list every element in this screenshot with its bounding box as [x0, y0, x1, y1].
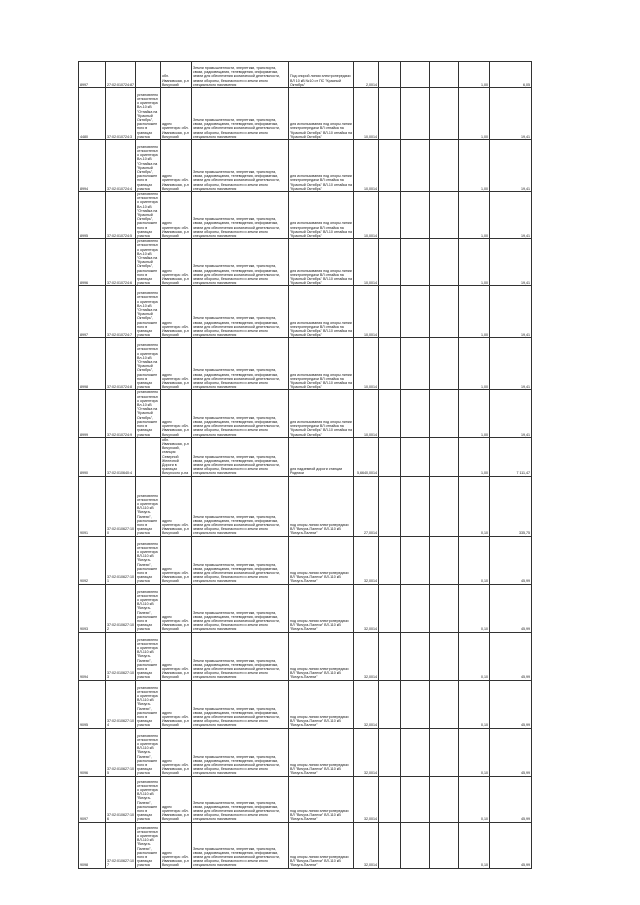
cell-cad: 37:02:010724:8 [106, 338, 136, 390]
cell-rate: 0,10 [459, 776, 490, 822]
cell-use: Земли промышленности, энергетики, транспорта, связи, радиовещания, телевидения, информатики, земли для обеспечения космической деятельности, земли обороны, безопасности и земли иного специального назначения [192, 62, 289, 88]
cell-empty [430, 62, 459, 88]
cell-sum: 45,99 [490, 584, 532, 632]
cell-v2 [401, 140, 430, 192]
cell-addr: адрес ориентира: обл. Ивановская, р-н Вичугский [161, 776, 192, 822]
cell-empty [430, 338, 459, 390]
cell-area: 32,0014 [354, 680, 379, 728]
cell-sum: 19,41 [490, 338, 532, 390]
cell-use: Земли промышленности, энергетики, транспорта, связи, радиовещания, телевидения, информатики, земли для обеспечения космической деятельности, земли обороны, безопасности и земли иного специального назначения [192, 286, 289, 338]
cell-rate: 0,10 [459, 536, 490, 584]
cell-v2 [401, 632, 430, 680]
cell-purpose: для использования под опоры линии электропередачи ВЛ отпайка на "Красный Октябрь" ВЛ-10 отпайка на "Красный Октябрь" [289, 140, 354, 192]
cell-sum: 19,41 [490, 390, 532, 437]
cell-v2 [401, 338, 430, 390]
cell-cad: 37:02:010724:9 [106, 390, 136, 437]
cell-v1 [379, 680, 401, 728]
cell-use: Земли промышленности, энергетики, транспорта, связи, радиовещания, телевидения, информатики, земли для обеспечения космической деятельности, земли обороны, безопасности и земли иного специального назначения [192, 680, 289, 728]
cell-v1 [379, 62, 401, 88]
table-row [79, 728, 532, 776]
cell-empty [430, 88, 459, 140]
table-row [79, 776, 532, 822]
cell-addr: адрес ориентира: обл. Ивановская, р-н Вичугский [161, 680, 192, 728]
cell-empty [430, 776, 459, 822]
cell-purpose: Под опорой линии электропередачи ВЛ 10 кВ №10 от ПС "Красный Октябрь" [289, 62, 354, 88]
cell-rate: 1,00 [459, 239, 490, 286]
cell-empty [430, 239, 459, 286]
cell-addr: адрес ориентира: обл. Ивановская, р-н Вичугский [161, 390, 192, 437]
cell-loc: установлено относительно ориентира ВЛ-110 кВ "Вичуга-Палехи", расположенного в границах участка [136, 680, 161, 728]
cell-loc: установлено относительно ориентира Вл-10 кВ "Отпайка на "Красный Октябрь", расположенного в границах участка [136, 390, 161, 437]
cell-v2 [401, 390, 430, 437]
cell-purpose: под опоры линии электропередачи ВЛ "Вичуга-Палехи" ВЛ-110 кВ "Вичуга-Палехи" [289, 584, 354, 632]
cell-loc: установлено относительно ориентира Вл-10 кВ "Отпайка на "Красный Октябрь", расположенного в границах участка [136, 192, 161, 239]
cell-rate: 1,00 [459, 338, 490, 390]
cell-rate: 0,10 [459, 584, 490, 632]
cell-purpose: для надземной дороги станции Родники [289, 437, 354, 476]
cell-v2 [401, 536, 430, 584]
cell-cad: 37:02:010724:5 [106, 192, 136, 239]
cell-id: 9094 [79, 632, 106, 680]
table-body [79, 62, 532, 869]
cell-cad: 37:02:010724:4 [106, 140, 136, 192]
cell-id: 9095 [79, 680, 106, 728]
cell-v2 [401, 476, 430, 536]
table-row [79, 584, 532, 632]
cell-cad: 37:02:010627:100 [106, 476, 136, 536]
cell-id: 9096 [79, 728, 106, 776]
cell-id: 9097 [79, 776, 106, 822]
cell-addr: адрес ориентира: обл. Ивановская, р-н Вичугский [161, 632, 192, 680]
cell-sum: 6,05 [490, 62, 532, 88]
cell-area: 10,0014 [354, 390, 379, 437]
cell-cad: 37:02:010724:6 [106, 239, 136, 286]
cell-loc: установлено относительно ориентира ВЛ-110 кВ "Вичуга-Палехи", расположенного в границах участка [136, 728, 161, 776]
cell-v2 [401, 680, 430, 728]
cell-v1 [379, 476, 401, 536]
cell-v2 [401, 728, 430, 776]
cell-use: Земли промышленности, энергетики, транспорта, связи, радиовещания, телевидения, информатики, земли для обеспечения космической деятельности, земли обороны, безопасности и земли иного специального назначения [192, 476, 289, 536]
cell-empty [430, 476, 459, 536]
cell-cad: 37:02:010627:103 [106, 632, 136, 680]
cell-id: 9098 [79, 822, 106, 868]
cell-loc: установлено относительно ориентира Вл-10 кВ "Отпайка на "Красный Октябрь", расположенного в границах участка [136, 140, 161, 192]
cell-area: 32,0014 [354, 728, 379, 776]
cell-purpose: для использования под опоры линии электропередачи ВЛ отпайка на "Красный Октябрь" ВЛ-10 отпайка на "Красный Октябрь" [289, 239, 354, 286]
cell-cad: 37:02:010627:105 [106, 728, 136, 776]
cell-cad: 37:02:010640:4 [106, 437, 136, 476]
cell-purpose: под опоры линии электропередачи ВЛ "Вичуга-Палехи" ВЛ-110 кВ "Вичуга-Палехи" [289, 680, 354, 728]
cell-use: Земли промышленности, энергетики, транспорта, связи, радиовещания, телевидения, информатики, земли для обеспечения космической деятельности, земли обороны, безопасности и земли иного специального назначения [192, 584, 289, 632]
cell-v2 [401, 88, 430, 140]
cell-purpose: под опоры линии электропередачи ВЛ "Вичуга-Палехи" ВЛ-110 кВ "Вичуга-Палехи" [289, 476, 354, 536]
cell-v1 [379, 192, 401, 239]
cell-loc: установлено относительно ориентира Вл-10 кВ "Отпайка на "Красный Октябрь", расположенного в границах участка [136, 239, 161, 286]
cell-sum: 45,99 [490, 728, 532, 776]
cell-use: Земли промышленности, энергетики, транспорта, связи, радиовещания, телевидения, информатики, земли для обеспечения космической деятельности, земли обороны, безопасности и земли иного специального назначения [192, 338, 289, 390]
cell-use: Земли промышленности, энергетики, транспорта, связи, радиовещания, телевидения, информатики, земли для обеспечения космической деятельности, земли обороны, безопасности и земли иного специального назначения [192, 140, 289, 192]
cell-area: 10,0014 [354, 338, 379, 390]
cell-area: 2,0014 [354, 62, 379, 88]
cell-loc: установлено относительно ориентира ВЛ-110 кВ "Вичуга-Палехи", расположенного в границах участка [136, 584, 161, 632]
cell-id: 4480 [79, 88, 106, 140]
cell-v1 [379, 536, 401, 584]
cell-empty [430, 680, 459, 728]
cell-purpose: для использования под опоры линии электропередачи ВЛ отпайка на "Красный Октябрь" ВЛ-10 отпайка на "Красный Октябрь" [289, 338, 354, 390]
cell-v1 [379, 140, 401, 192]
cell-sum: 19,41 [490, 88, 532, 140]
cell-v2 [401, 822, 430, 868]
cell-v1 [379, 632, 401, 680]
cell-sum: 45,99 [490, 776, 532, 822]
cell-v2 [401, 62, 430, 88]
table-row [79, 437, 532, 476]
cell-rate: 1,00 [459, 192, 490, 239]
cell-v2 [401, 437, 430, 476]
cell-cad: 37:02:010627:101 [106, 536, 136, 584]
cell-empty [430, 536, 459, 584]
cell-sum: 7 111,47 [490, 437, 532, 476]
cell-v2 [401, 192, 430, 239]
cell-area: 10,0014 [354, 88, 379, 140]
cell-addr: адрес ориентира: обл. Ивановская, р-н Вичугский [161, 476, 192, 536]
cell-addr: адрес ориентира: обл. Ивановская, р-н Вичугский [161, 192, 192, 239]
cell-id: 8990 [79, 437, 106, 476]
table-row [79, 286, 532, 338]
cell-addr: адрес ориентира: обл. Ивановская, р-н Вичугский [161, 728, 192, 776]
cell-v1 [379, 286, 401, 338]
cell-sum: 19,41 [490, 239, 532, 286]
cell-rate: 1,00 [459, 62, 490, 88]
cell-purpose: под опоры линии электропередачи ВЛ "Вичуга-Палехи" ВЛ-110 кВ "Вичуга-Палехи" [289, 776, 354, 822]
cell-loc: установлено относительно ориентира ВЛ-110 кВ "Вичуга-Палехи", расположенного в границах участка [136, 632, 161, 680]
cell-empty [430, 192, 459, 239]
cell-area: 32,0014 [354, 632, 379, 680]
cell-use: Земли промышленности, энергетики, транспорта, связи, радиовещания, телевидения, информатики, земли для обеспечения космической деятельности, земли обороны, безопасности и земли иного специального назначения [192, 239, 289, 286]
cell-loc: установлено относительно ориентира Вл-10 кВ "Отпайка на "Красный Октябрь", расположенного в границах участка [136, 286, 161, 338]
cell-area: 10,0014 [354, 192, 379, 239]
cell-v1 [379, 822, 401, 868]
cell-empty [430, 632, 459, 680]
cell-rate: 0,10 [459, 680, 490, 728]
cell-id: 8998 [79, 338, 106, 390]
cell-use: Земли промышленности, энергетики, транспорта, связи, радиовещания, телевидения, информатики, земли для обеспечения космической деятельности, земли обороны, безопасности и земли иного специального назначения [192, 776, 289, 822]
cell-id: 8997 [79, 62, 106, 88]
cell-purpose: для использования под опоры линии электропередачи ВЛ отпайка на "Красный Октябрь" ВЛ-10 отпайка на "Красный Октябрь" [289, 88, 354, 140]
cell-rate: 1,00 [459, 286, 490, 338]
cell-purpose: под опоры линии электропередачи ВЛ "Вичуга-Палехи" ВЛ-110 кВ "Вичуга-Палехи" [289, 822, 354, 868]
cell-id: 8994 [79, 140, 106, 192]
cell-empty [430, 437, 459, 476]
cell-cad: 37:02:010627:104 [106, 680, 136, 728]
cell-v2 [401, 776, 430, 822]
cell-id: 8997 [79, 286, 106, 338]
cell-v2 [401, 584, 430, 632]
cell-cad: 37:02:010627:102 [106, 584, 136, 632]
cell-cad: 37:02:010627:106 [106, 776, 136, 822]
cell-sum: 45,99 [490, 632, 532, 680]
cell-v1 [379, 728, 401, 776]
cell-use: Земли промышленности, энергетики, транспорта, связи, радиовещания, телевидения, информатики, земли для обеспечения космической деятельности, земли обороны, безопасности и земли иного специального назначения [192, 536, 289, 584]
cell-use: Земли промышленности, энергетики, транспорта, связи, радиовещания, телевидения, информатики, земли для обеспечения космической деятельности, земли обороны, безопасности и земли иного специального назначения [192, 728, 289, 776]
cell-rate: 1,00 [459, 437, 490, 476]
cell-id: 9092 [79, 536, 106, 584]
cell-rate: 0,10 [459, 476, 490, 536]
cell-rate: 1,00 [459, 140, 490, 192]
cell-purpose: под опоры линии электропередачи ВЛ "Вичуга-Палехи" ВЛ-110 кВ "Вичуга-Палехи" [289, 632, 354, 680]
cell-purpose: под опоры линии электропередачи ВЛ "Вичуга-Палехи" ВЛ-110 кВ "Вичуга-Палехи" [289, 728, 354, 776]
cell-v1 [379, 390, 401, 437]
cell-addr: адрес ориентира: обл. Ивановская, р-н Вичугский [161, 338, 192, 390]
cell-rate: 0,10 [459, 728, 490, 776]
cell-area: 32,0014 [354, 822, 379, 868]
cell-loc: установлено относительно ориентира Вл-10 кВ "Отпайка на "Красный Октябрь", расположенного в границах участка [136, 88, 161, 140]
cell-sum: 19,41 [490, 140, 532, 192]
cell-empty [430, 286, 459, 338]
cell-area: 32,0014 [354, 776, 379, 822]
cell-use: Земли промышленности, энергетики, транспорта, связи, радиовещания, телевидения, информатики, земли для обеспечения космической деятельности, земли обороны, безопасности и земли иного специального назначения [192, 390, 289, 437]
cell-use: Земли промышленности, энергетики, транспорта, связи, радиовещания, телевидения, информатики, земли для обеспечения космической деятельности, земли обороны, безопасности и земли иного специального назначения [192, 192, 289, 239]
cell-empty [430, 728, 459, 776]
cell-v1 [379, 338, 401, 390]
cell-v1 [379, 437, 401, 476]
cell-purpose: для использования под опоры линии электропередачи ВЛ отпайка на "Красный Октябрь" ВЛ-10 отпайка на "Красный Октябрь" [289, 192, 354, 239]
cell-loc: установлено относительно ориентира ВЛ-110 кВ "Вичуга-Палехи", расположенного в границах участка [136, 776, 161, 822]
cell-id: 8995 [79, 192, 106, 239]
cell-empty [430, 140, 459, 192]
cell-addr: обл. Ивановская, р-н Вичугский, станция Северной Железной Дороги в границах Вичугского р-на [161, 437, 192, 476]
cell-id: 9093 [79, 584, 106, 632]
cell-purpose: под опоры линии электропередачи ВЛ "Вичуга-Палехи" ВЛ-110 кВ "Вичуга-Палехи" [289, 536, 354, 584]
table-row [79, 88, 532, 140]
cell-v1 [379, 776, 401, 822]
cell-loc: установлено относительно ориентира ВЛ-110 кВ "Вичуга-Палехи", расположенного в границах участка [136, 822, 161, 868]
table-row [79, 239, 532, 286]
cell-rate: 1,00 [459, 88, 490, 140]
cell-empty [430, 390, 459, 437]
cell-rate: 1,00 [459, 390, 490, 437]
table-row [79, 680, 532, 728]
cell-empty [430, 822, 459, 868]
cell-addr: адрес ориентира: обл. Ивановская, р-н Вичугский [161, 140, 192, 192]
table-row [79, 62, 532, 88]
cell-id: 9091 [79, 476, 106, 536]
cell-area: 10,0014 [354, 239, 379, 286]
cell-rate: 0,10 [459, 632, 490, 680]
cell-purpose: для использования под опоры линии электропередачи ВЛ отпайка на "Красный Октябрь" ВЛ-10 отпайка на "Красный Октябрь" [289, 286, 354, 338]
table-row [79, 476, 532, 536]
cell-addr: адрес ориентира: обл. Ивановская, р-н Вичугский [161, 239, 192, 286]
cell-use: Земли промышленности, энергетики, транспорта, связи, радиовещания, телевидения, информатики, земли для обеспечения космической деятельности, земли обороны, безопасности и земли иного специального назначения [192, 632, 289, 680]
cell-v1 [379, 88, 401, 140]
cell-v2 [401, 286, 430, 338]
cell-addr: адрес ориентира: обл. Ивановская, р-н Вичугский [161, 822, 192, 868]
cell-addr: адрес ориентира: обл. Ивановская, р-н Вичугский [161, 88, 192, 140]
cell-addr: адрес ориентира: обл. Ивановская, р-н Вичугский [161, 536, 192, 584]
table-row [79, 338, 532, 390]
cell-cad: 27:02:010724:87 [106, 62, 136, 88]
table-row [79, 822, 532, 868]
cell-loc: установлено относительно ориентира ВЛ-110 кВ "Вичуга-Палехи", расположенного в границах участка [136, 476, 161, 536]
cell-area: 10,0014 [354, 140, 379, 192]
cell-id: 8996 [79, 239, 106, 286]
table-row [79, 632, 532, 680]
cell-area: 32,0014 [354, 584, 379, 632]
cell-cad: 37:02:010627:107 [106, 822, 136, 868]
table-row [79, 192, 532, 239]
cell-empty [430, 584, 459, 632]
cell-area: 27,0014 [354, 476, 379, 536]
table-row [79, 390, 532, 437]
cell-v1 [379, 584, 401, 632]
cell-sum: 19,41 [490, 286, 532, 338]
cell-v1 [379, 239, 401, 286]
cell-cad: 37:02:010724:3 [106, 88, 136, 140]
cell-purpose: для использования под опоры линии электропередачи ВЛ отпайка на "Красный Октябрь" ВЛ-10 отпайка на "Красный Октябрь" [289, 390, 354, 437]
table-row [79, 536, 532, 584]
cell-area: 32,0014 [354, 536, 379, 584]
cell-area: 10,0014 [354, 286, 379, 338]
cell-v2 [401, 239, 430, 286]
cell-use: Земли промышленности, энергетики, транспорта, связи, радиовещания, телевидения, информатики, земли для обеспечения космической деятельности, земли обороны, безопасности и земли иного специального назначения [192, 437, 289, 476]
cell-loc [136, 437, 161, 476]
cell-rate: 0,10 [459, 822, 490, 868]
table-row [79, 140, 532, 192]
cell-sum: 45,99 [490, 680, 532, 728]
cell-sum: 45,99 [490, 822, 532, 868]
cell-id: 8999 [79, 390, 106, 437]
land-plots-table [78, 61, 532, 869]
cell-area: 5,6640,0014 [354, 437, 379, 476]
cell-addr: адрес ориентира: обл. Ивановская, р-н Вичугский [161, 286, 192, 338]
cell-use: Земли промышленности, энергетики, транспорта, связи, радиовещания, телевидения, информатики, земли для обеспечения космической деятельности, земли обороны, безопасности и земли иного специального назначения [192, 88, 289, 140]
cell-use: Земли промышленности, энергетики, транспорта, связи, радиовещания, телевидения, информатики, земли для обеспечения космической деятельности, земли обороны, безопасности и земли иного специального назначения [192, 822, 289, 868]
cell-addr: обл. Ивановская, р-н Вичугский [161, 62, 192, 88]
cell-loc: установлено относительно ориентира Вл-10 кВ "Отпайка на "Красный Октябрь", расположенного в границах участка [136, 338, 161, 390]
cell-sum: 19,41 [490, 192, 532, 239]
cell-sum: 45,99 [490, 536, 532, 584]
cell-cad: 37:02:010724:7 [106, 286, 136, 338]
cell-loc [136, 62, 161, 88]
cell-sum: 335,75 [490, 476, 532, 536]
cell-addr: адрес ориентира: обл. Ивановская, р-н Вичугский [161, 584, 192, 632]
cell-loc: установлено относительно ориентира ВЛ-110 кВ "Вичуга-Палехи", расположенного в границах участка [136, 536, 161, 584]
